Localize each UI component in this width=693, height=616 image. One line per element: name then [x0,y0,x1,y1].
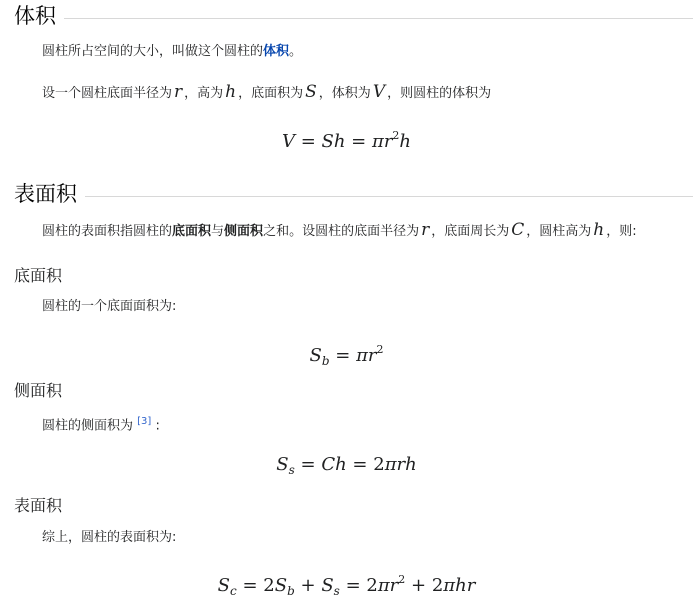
volume-formula: $V = Sh = \pi r^2h$ [281,129,412,152]
total-area-text: 综上，圆柱的表面积为: [42,530,177,545]
volume-link[interactable]: 体积 [263,44,290,59]
bold-side-area: 侧面积 [224,224,264,239]
section-heading-volume [14,3,693,29]
surface-paragraph: 圆柱的表面积指圆柱的底面积与侧面积之和。设圆柱的底面半径为 r ，底面周长为 C ，圆柱高为 h ，则: [42,220,637,240]
heading-text: 表面积 [14,182,77,206]
heading-text: 体积 [14,4,56,28]
section-heading-surface [14,181,693,207]
subheading-base-area: 底面积 [14,266,63,285]
heading-rule [85,196,693,197]
subheading-side-area: 侧面积 [14,381,63,400]
volume-paragraph-1: 圆柱所占空间的大小，叫做这个圆柱的体积。 [42,44,303,59]
base-area-text: 圆柱的一个底面面积为: [42,299,177,314]
side-area-text: 圆柱的侧面积为 [3] : [42,416,160,434]
reference-link[interactable]: [3] [137,416,152,427]
side-area-formula: $S_s = Ch = 2\pi rh$ [276,454,417,477]
heading-rule [64,18,693,19]
volume-paragraph-2: 设一个圆柱底面半径为 r ，高为 h ，底面积为 S ，体积为 V ，则圆柱的体积为 [42,82,492,102]
bold-base-area: 底面积 [172,224,212,239]
base-area-formula: $S_b = \pi r^2$ [309,343,384,368]
total-area-formula: $S_c = 2S_b + S_s = 2\pi r^2 + 2\pi hr$ [217,573,476,598]
subheading-total-area: 表面积 [14,496,63,515]
